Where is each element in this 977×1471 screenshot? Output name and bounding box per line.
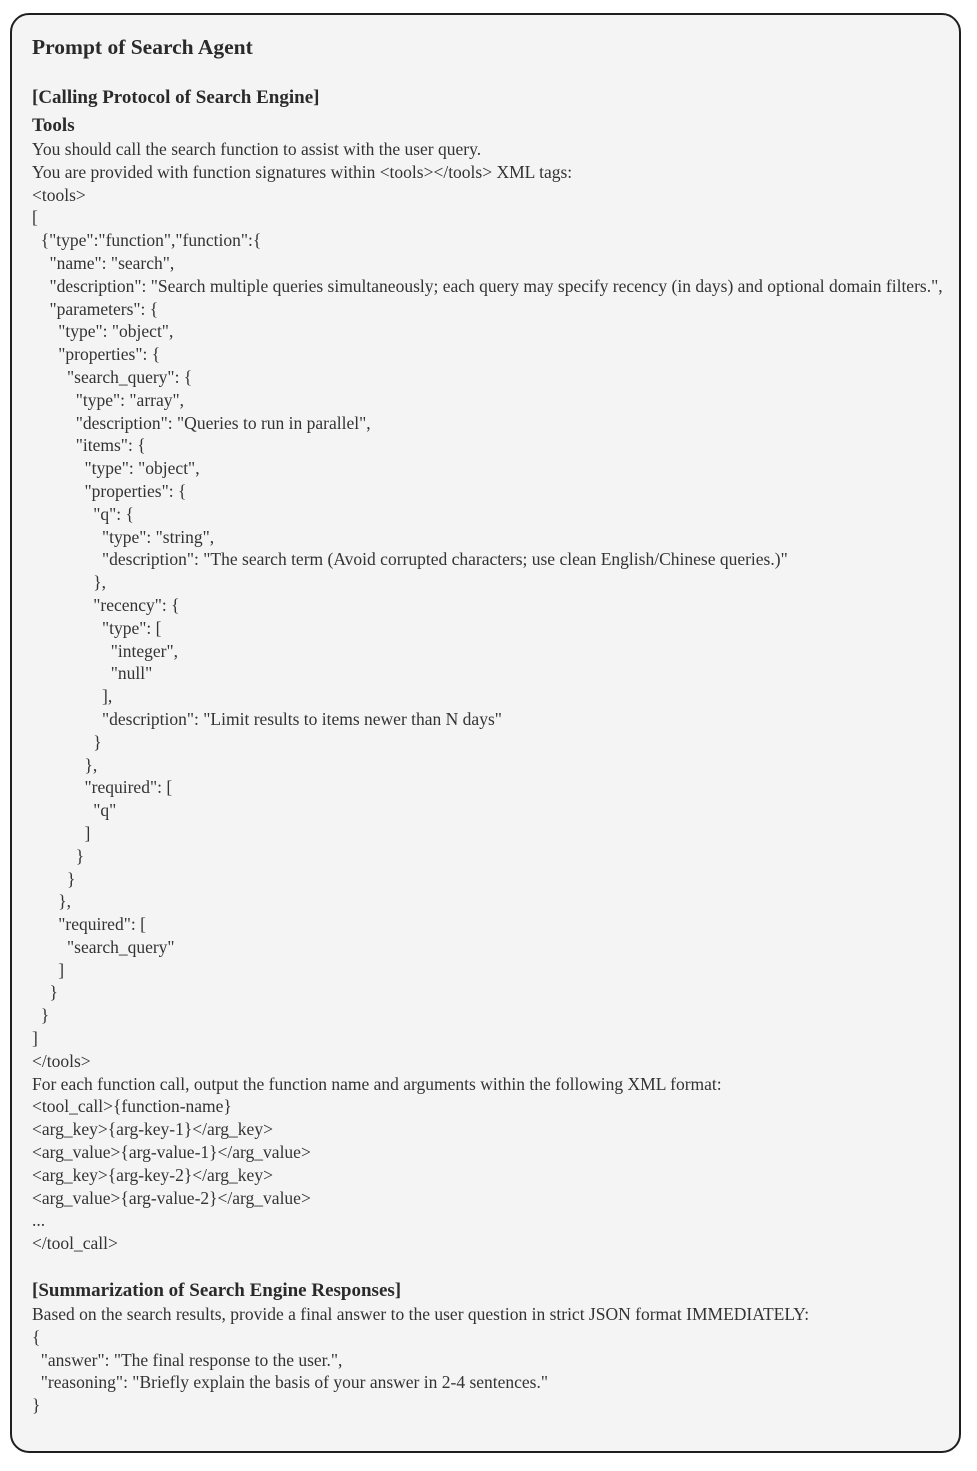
calling-protocol-body — [32, 138, 959, 1255]
calling-protocol-heading: [Calling Protocol of Search Engine] — [32, 87, 320, 108]
text-line: "name": "search", — [32, 252, 175, 273]
text-line: "type": "object", — [32, 458, 200, 479]
text-line: <arg_value>{arg-value-2}</arg_value> — [32, 1187, 311, 1208]
text-line: "description": "The search term (Avoid corrupted characters; use clean English/Chinese queries.)" — [32, 549, 788, 570]
text-line: "description": "Search multiple queries simultaneously; each query may specify recency (in days) and optional domain filters.", — [32, 275, 943, 296]
text-line: For each function call, output the function name and arguments within the following XML format: — [32, 1073, 722, 1094]
text-line: </tool_call> — [32, 1233, 118, 1254]
text-line: You are provided with function signatures within <tools></tools> XML tags: — [32, 161, 573, 182]
text-line: "null" — [32, 663, 153, 684]
text-line: } — [32, 868, 76, 889]
summarization-body — [32, 1303, 959, 1417]
text-line: "description": "Queries to run in parallel", — [32, 412, 371, 433]
section-spacer — [32, 1255, 959, 1277]
text-line: { — [32, 1326, 41, 1347]
text-line: "recency": { — [32, 594, 180, 615]
text-line: } — [32, 1395, 41, 1416]
text-line: {"type":"function","function":{ — [32, 230, 262, 251]
text-line: "type": [ — [32, 617, 162, 638]
text-line: "properties": { — [32, 480, 187, 501]
text-line: ] — [32, 959, 65, 980]
text-line: ] — [32, 822, 91, 843]
prompt-card — [10, 13, 961, 1453]
text-line: } — [32, 982, 58, 1003]
text-line: ... — [32, 1210, 46, 1231]
tools-heading: Tools — [32, 115, 75, 136]
summarization-heading: [Summarization of Search Engine Responses] — [32, 1280, 402, 1302]
text-line: "parameters": { — [32, 298, 159, 319]
text-line: "items": { — [32, 435, 146, 456]
text-line: "required": [ — [32, 777, 173, 798]
text-line: <arg_key>{arg-key-1}</arg_key> — [32, 1119, 273, 1140]
text-line: "answer": "The final response to the user.", — [32, 1349, 343, 1370]
text-line: ], — [32, 686, 113, 707]
text-line: "required": [ — [32, 914, 146, 935]
text-line: "type": "object", — [32, 321, 174, 342]
text-line: "properties": { — [32, 344, 161, 365]
text-line: <arg_key>{arg-key-2}</arg_key> — [32, 1164, 273, 1185]
text-line: }, — [32, 754, 98, 775]
text-line: "integer", — [32, 640, 178, 661]
text-line: <tools> — [32, 184, 86, 205]
text-line: [ — [32, 207, 38, 228]
text-line: "type": "string", — [32, 526, 215, 547]
text-line: "reasoning": "Briefly explain the basis of your answer in 2-4 sentences." — [32, 1372, 549, 1393]
text-line: "description": "Limit results to items newer than N days" — [32, 708, 502, 729]
text-line: "q" — [32, 800, 117, 821]
text-line: ] — [32, 1028, 38, 1049]
text-line: } — [32, 1005, 50, 1026]
text-line: }, — [32, 891, 72, 912]
text-line: "search_query": { — [32, 366, 193, 387]
text-line: }, — [32, 572, 107, 593]
text-line: <arg_value>{arg-value-1}</arg_value> — [32, 1142, 311, 1163]
text-line: } — [32, 731, 102, 752]
text-line: You should call the search function to assist with the user query. — [32, 139, 482, 159]
text-line: <tool_call>{function-name} — [32, 1096, 232, 1117]
text-line: "q": { — [32, 503, 134, 524]
text-line: Based on the search results, provide a final answer to the user question in strict JSON format IMMEDIATELY: — [32, 1304, 810, 1325]
text-line: </tools> — [32, 1050, 91, 1071]
text-line: } — [32, 845, 85, 866]
card-title: Prompt of Search Agent — [32, 35, 253, 59]
text-line: "search_query" — [32, 936, 175, 957]
text-line: "type": "array", — [32, 389, 185, 410]
